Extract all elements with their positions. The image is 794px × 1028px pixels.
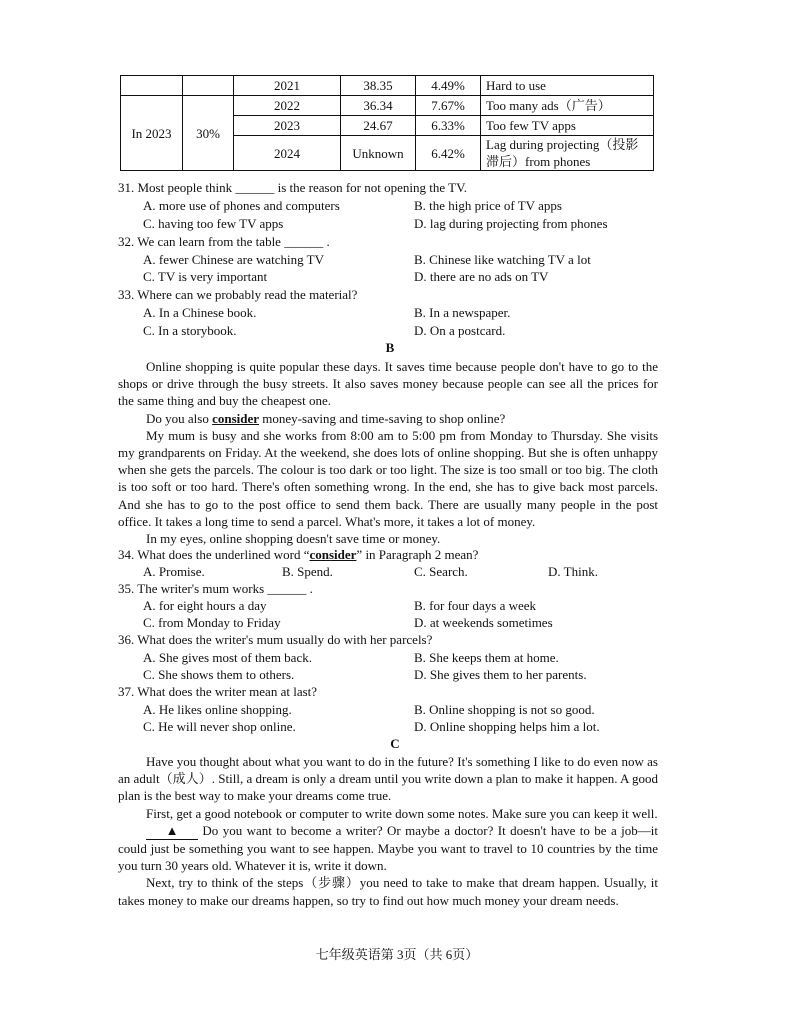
q36-option-b[interactable]: B. She keeps them at home.	[414, 650, 559, 665]
table-row: 2023 24.67 6.33% Too few TV apps	[121, 116, 654, 136]
table-row: 2021 38.35 4.49% Hard to use	[121, 76, 654, 96]
q36-option-a[interactable]: A. She gives most of them back.	[143, 650, 312, 665]
q35-option-a[interactable]: A. for eight hours a day	[143, 598, 267, 613]
q32-option-a[interactable]: A. fewer Chinese are watching TV	[143, 252, 324, 267]
answer-blank[interactable]: ▲	[146, 822, 198, 840]
passage-b: Online shopping is quite popular these days. It saves time because people don't have to go to the shops or drive through the busy streets. It also saves money because people can see all the prices for the same thing and buy the cheapest one. Do you also consider money-saving and time-saving to shop online? My mum is busy and she works from 8:00 am to 5:00 pm from Monday to Thursday. She visits my grandparents on Friday. At the weekend, she does lots of online shopping. But she is often unhappy when she gets the parcels. The colour is too dark or too light. The size is too small or too big. The cloth is too soft or too hard. There's often something wrong. In the end, she has to give back most parcels. And she has to go to the post office to send them back. There are usually many people in the post office. It takes a long time to send a parcel. What's more, it takes a lot of money. In my eyes, online shopping doesn't save time or money.	[118, 359, 658, 547]
question-36: 36. What does the writer's mum usually do with her parcels?	[118, 632, 433, 647]
passage-c: Have you thought about what you want to do in the future? It's something I like to do even now as an adult（成人）. Still, a dream is only a dream until you write down a plan to make it happen. A good plan is the best way to make your dreams come true. First, get a good notebook or computer to write down some notes. Make sure you can keep it well. ▲ Do you want to become a writer? Or maybe a doctor? It doesn't have to be a job—it could just be something you want to see happen. Maybe you want to travel to 10 countries by the time you turn 30 years old. Whatever it is, write it down. Next, try to think of the steps（步骤）you need to take to make that dream happen. Usually, it takes money to make our dreams happen, so try to find out how much money your dream needs.	[118, 754, 658, 908]
question-37: 37. What does the writer mean at last?	[118, 684, 318, 699]
q32-option-d[interactable]: D. there are no ads on TV	[414, 269, 549, 284]
question-35: 35. The writer's mum works ______ .	[118, 581, 313, 596]
group-label: In 2023	[121, 96, 183, 171]
q37-option-a[interactable]: A. He likes online shopping.	[143, 702, 292, 717]
page-footer: 七年级英语第 3页（共 6页）	[315, 947, 479, 962]
question-32: 32. We can learn from the table ______ .	[118, 234, 330, 249]
question-34: 34. What does the underlined word “consider” in Paragraph 2 mean?	[118, 547, 479, 562]
q33-option-c[interactable]: C. In a storybook.	[143, 323, 237, 338]
q31-option-b[interactable]: B. the high price of TV apps	[414, 198, 562, 213]
q36-option-c[interactable]: C. She shows them to others.	[143, 667, 295, 682]
q36-option-d[interactable]: D. She gives them to her parents.	[414, 667, 587, 682]
q35-option-b[interactable]: B. for four days a week	[414, 598, 537, 613]
q31-option-c[interactable]: C. having too few TV apps	[143, 216, 284, 231]
q32-option-b[interactable]: B. Chinese like watching TV a lot	[414, 252, 591, 267]
section-c-heading: C	[390, 736, 400, 751]
q37-option-c[interactable]: C. He will never shop online.	[143, 719, 296, 734]
q33-option-a[interactable]: A. In a Chinese book.	[143, 305, 257, 320]
q32-option-c[interactable]: C. TV is very important	[143, 269, 268, 284]
section-b-heading: B	[385, 340, 395, 355]
survey-table	[120, 75, 654, 171]
question-31: 31. Most people think ______ is the reason for not opening the TV.	[118, 180, 468, 195]
q34-option-b[interactable]: B. Spend.	[282, 564, 333, 579]
q37-option-b[interactable]: B. Online shopping is not so good.	[414, 702, 595, 717]
q33-option-d[interactable]: D. On a postcard.	[414, 323, 506, 338]
q34-option-a[interactable]: A. Promise.	[143, 564, 205, 579]
question-33: 33. Where can we probably read the material?	[118, 287, 358, 302]
q31-option-d[interactable]: D. lag during projecting from phones	[414, 216, 608, 231]
q33-option-b[interactable]: B. In a newspaper.	[414, 305, 511, 320]
q35-option-d[interactable]: D. at weekends sometimes	[414, 615, 553, 630]
underlined-word: consider	[212, 410, 260, 426]
table-row: 2024 Unknown 6.42% Lag during projecting（投影滞后）from phones	[121, 136, 654, 171]
q35-option-c[interactable]: C. from Monday to Friday	[143, 615, 281, 630]
group-percent: 30%	[183, 96, 234, 171]
q34-option-c[interactable]: C. Search.	[414, 564, 468, 579]
q31-option-a[interactable]: A. more use of phones and computers	[143, 198, 340, 213]
table-row: In 2023 30% 2022 36.34 7.67% Too many ads（广告）	[121, 96, 654, 116]
q34-option-d[interactable]: D. Think.	[548, 564, 598, 579]
q37-option-d[interactable]: D. Online shopping helps him a lot.	[414, 719, 600, 734]
